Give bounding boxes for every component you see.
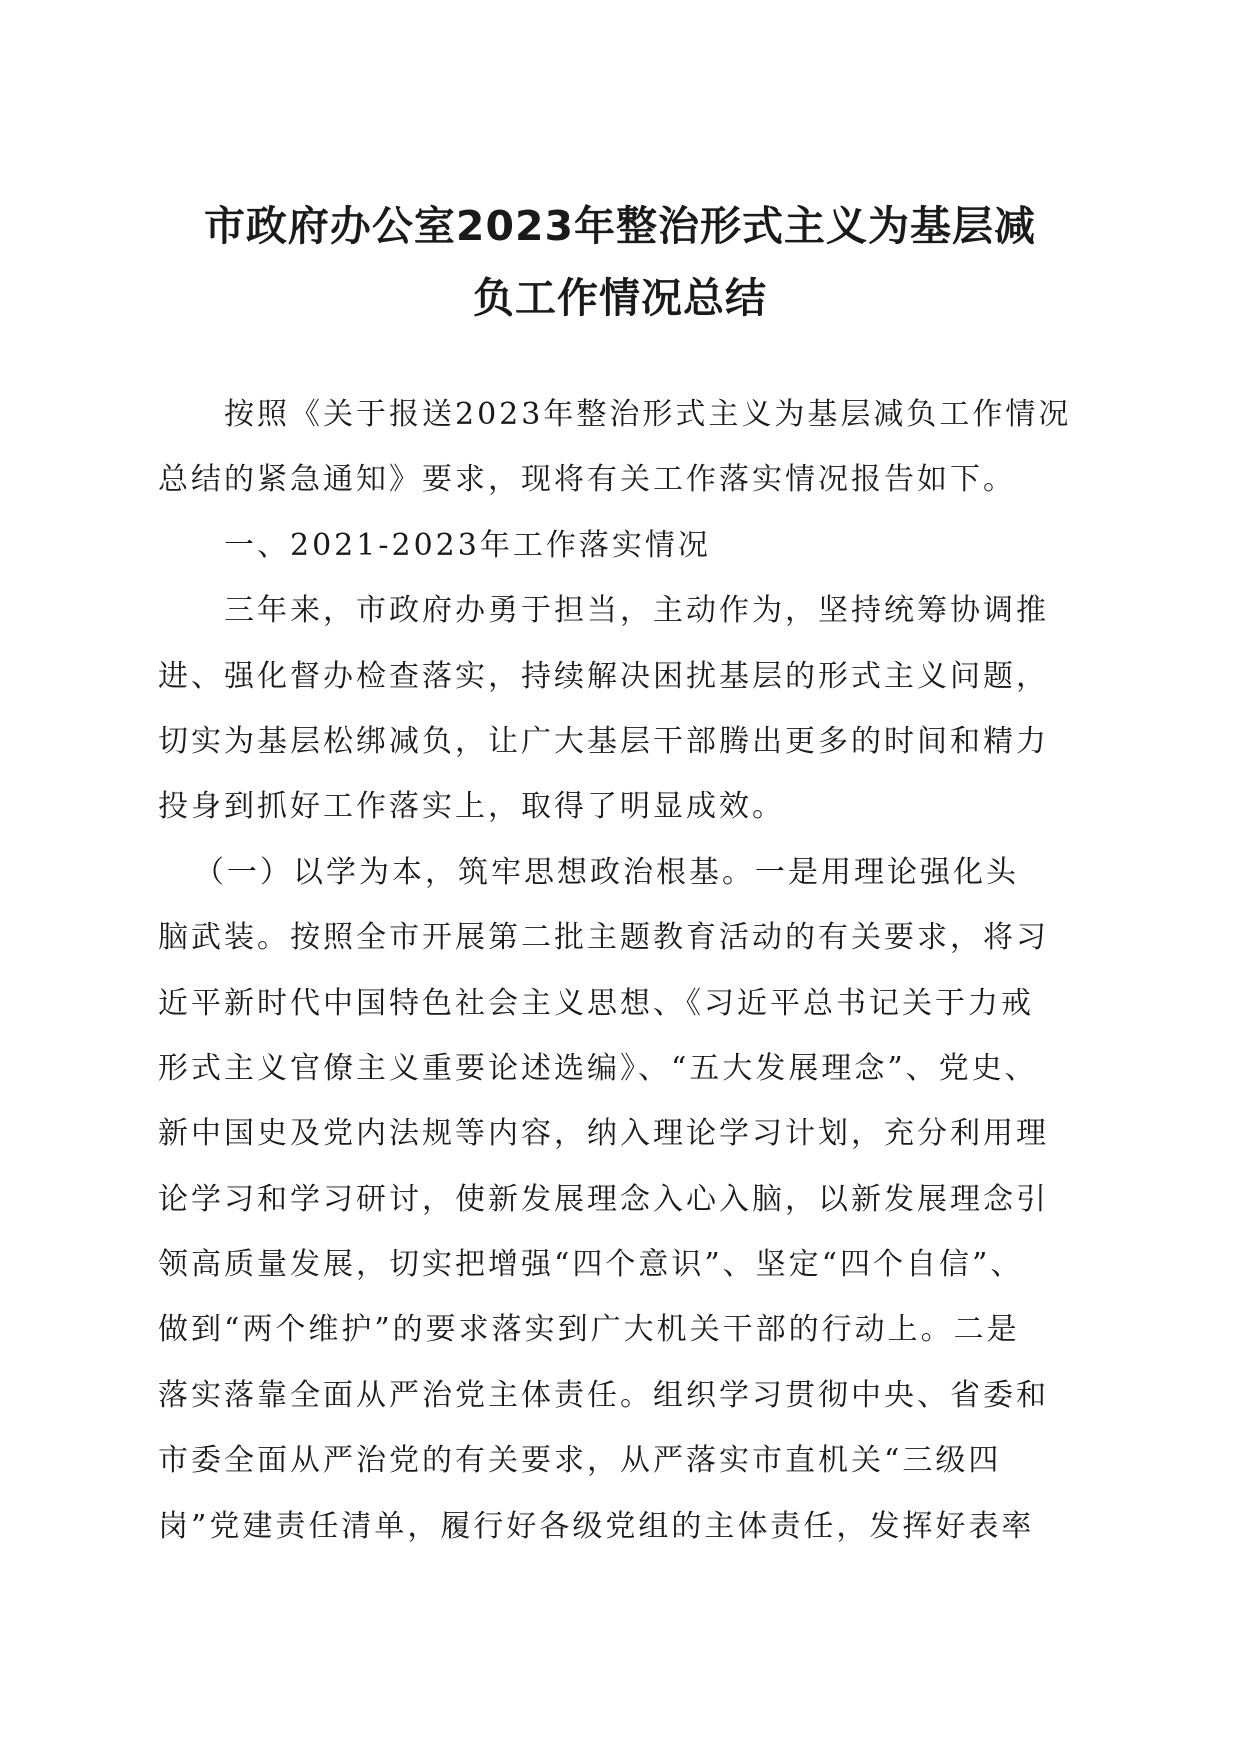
paragraph-line: 按照《关于报送2023年整治形式主义为基层减负工作情况 <box>224 397 1072 432</box>
paragraph-line: 论学习和学习研讨，使新发展理念入心入脑，以新发展理念引 <box>158 1181 1049 1217</box>
paragraph-line: 市委全面从严治党的有关要求，从严落实市直机关“三级四 <box>158 1443 1002 1479</box>
document-title <box>150 190 1090 334</box>
paragraph-line: 进、强化督办检查落实，持续解决困扰基层的形式主义问题， <box>158 658 1049 694</box>
paragraph-line: 领高质量发展，切实把增强“四个意识”、坚定“四个自信”、 <box>158 1247 1024 1283</box>
paragraph-line: 投身到抓好工作落实上，取得了明显成效。 <box>158 789 785 825</box>
title-line-2: 负工作情况总结 <box>473 274 767 322</box>
section-heading: 一、2021-2023年工作落实情况 <box>224 527 711 563</box>
title-line-1: 市政府办公室2023年整治形式主义为基层减 <box>203 202 1037 250</box>
paragraph-line: 脑武装。按照全市开展第二批主题教育活动的有关要求，将习 <box>158 920 1049 956</box>
paragraph-line: 落实落靠全面从严治党主体责任。组织学习贯彻中央、省委和 <box>158 1377 1049 1413</box>
subsection-heading-line: （一）以学为本，筑牢思想政治根基。一是用理论强化头 <box>194 854 1019 890</box>
paragraph-line: 岗”党建责任清单，履行好各级党组的主体责任，发挥好表率 <box>158 1508 1035 1544</box>
paragraph-line: 切实为基层松绑减负，让广大基层干部腾出更多的时间和精力 <box>158 723 1049 759</box>
document-body <box>158 382 1088 1559</box>
paragraph-line: 三年来，市政府办勇于担当，主动作为，坚持统筹协调推 <box>224 593 1049 629</box>
paragraph-line: 新中国史及党内法规等内容，纳入理论学习计划，充分利用理 <box>158 1116 1049 1152</box>
paragraph-line: 做到“两个维护”的要求落实到广大机关干部的行动上。二是 <box>158 1312 1020 1348</box>
paragraph-line: 形式主义官僚主义重要论述选编》、“五大发展理念”、党史、 <box>158 1050 1038 1086</box>
paragraph-line: 总结的紧急通知》要求，现将有关工作落实情况报告如下。 <box>158 462 1016 498</box>
paragraph-line: 近平新时代中国特色社会主义思想、《习近平总书记关于力戒 <box>158 985 1034 1021</box>
